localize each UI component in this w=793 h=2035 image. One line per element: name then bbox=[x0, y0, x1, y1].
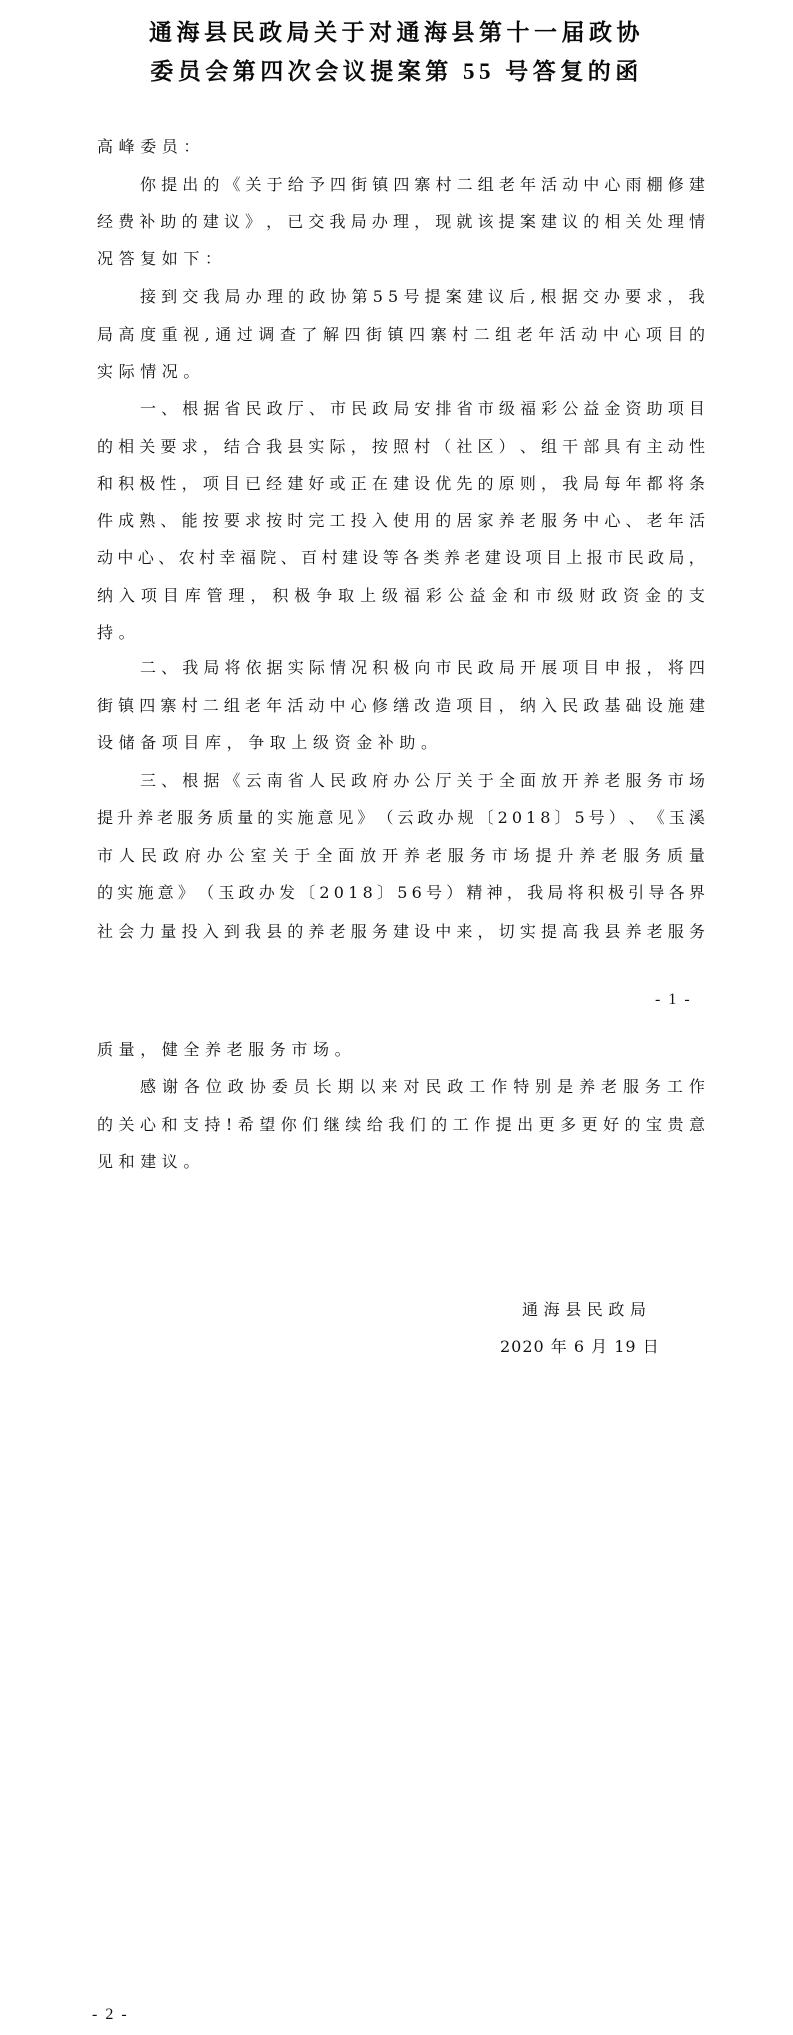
body-line: 的 相 关 要 求 ， 结 合 我 县 实 际 ， 按 照 村 （ 社 区 ） 、 组 干 部 具 有 主 动 性 bbox=[97, 437, 705, 456]
document-title-line-2: 委员会第四次会议提案第 55 号答复的函 bbox=[150, 59, 643, 84]
body-line: 质量，健全养老服务市场。 bbox=[97, 1040, 357, 1059]
body-line: 社 会 力 量 投 入 到 我 县 的 养 老 服 务 建 设 中 来 ， 切 实 提 高 我 县 养 老 服 务 bbox=[97, 922, 705, 941]
signature-date: 2020 年 6 月 19 日 bbox=[500, 1337, 660, 1356]
body-line: 你 提 出 的 《 关 于 给 予 四 街 镇 四 寨 村 二 组 老 年 活 动 中 心 雨 棚 修 建 bbox=[140, 175, 705, 194]
body-line: 况答复如下： bbox=[97, 249, 227, 268]
body-line: 件 成 熟 、 能 按 要 求 按 时 完 工 投 入 使 用 的 居 家 养 老 服 务 中 心 、 老 年 活 bbox=[97, 511, 705, 530]
body-line: 持。 bbox=[97, 623, 141, 642]
body-line: 动 中 心 、 农 村 幸 福 院 、 百 村 建 设 等 各 类 养 老 建 设 项 目 上 报 市 民 政 局 ， bbox=[97, 548, 705, 567]
page-number-1: - 1 - bbox=[655, 991, 692, 1008]
body-line: 见和建议。 bbox=[97, 1152, 206, 1171]
body-line: 设储备项目库，争取上级资金补助。 bbox=[97, 733, 443, 752]
body-line: 市 人 民 政 府 办 公 室 关 于 全 面 放 开 养 老 服 务 市 场 提 升 养 老 服 务 质 量 bbox=[97, 846, 705, 865]
body-line: 实际情况。 bbox=[97, 362, 206, 381]
salutation: 高峰委员： bbox=[97, 137, 206, 156]
body-line: 经 费 补 助 的 建 议 》 ， 已 交 我 局 办 理 ， 现 就 该 提 案 建 议 的 相 关 处 理 情 bbox=[97, 212, 705, 231]
body-line: 的 关 心 和 支 持 ! 希 望 你 们 继 续 给 我 们 的 工 作 提 出 更 多 更 好 的 宝 贵 意 bbox=[97, 1115, 705, 1134]
body-line: 提 升 养 老 服 务 质 量 的 实 施 意 见 》 （ 云 政 办 规 〔 2 0 1 8 〕 5 号 ） 、 《 玉 溪 bbox=[97, 808, 705, 827]
body-line: 和 积 极 性 ， 项 目 已 经 建 好 或 正 在 建 设 优 先 的 原 则 ， 我 局 每 年 都 将 条 bbox=[97, 474, 705, 493]
body-line: 局 高 度 重 视 , 通 过 调 查 了 解 四 街 镇 四 寨 村 二 组 老 年 活 动 中 心 项 目 的 bbox=[97, 325, 705, 344]
body-line: 的 实 施 意 》 （ 玉 政 办 发 〔 2 0 1 8 〕 5 6 号 ） 精 神 ， 我 局 将 积 极 引 导 各 界 bbox=[97, 883, 705, 902]
body-line: 一 、 根 据 省 民 政 厅 、 市 民 政 局 安 排 省 市 级 福 彩 公 益 金 资 助 项 目 bbox=[140, 399, 705, 418]
body-line: 二 、 我 局 将 依 据 实 际 情 况 积 极 向 市 民 政 局 开 展 项 目 申 报 ， 将 四 bbox=[140, 658, 705, 677]
body-line: 三 、 根 据 《 云 南 省 人 民 政 府 办 公 厅 关 于 全 面 放 开 养 老 服 务 市 场 bbox=[140, 771, 705, 790]
body-line: 感 谢 各 位 政 协 委 员 长 期 以 来 对 民 政 工 作 特 别 是 养 老 服 务 工 作 bbox=[140, 1077, 705, 1096]
body-line: 纳 入 项 目 库 管 理 ， 积 极 争 取 上 级 福 彩 公 益 金 和 市 级 财 政 资 金 的 支 bbox=[97, 586, 705, 605]
body-line: 街 镇 四 寨 村 二 组 老 年 活 动 中 心 修 缮 改 造 项 目 ， 纳 入 民 政 基 础 设 施 建 bbox=[97, 696, 705, 715]
page-number-2: - 2 - bbox=[92, 2006, 129, 2023]
body-line: 接 到 交 我 局 办 理 的 政 协 第 5 5 号 提 案 建 议 后 , 根 据 交 办 要 求 ， 我 bbox=[140, 287, 705, 306]
document-title-line-1: 通海县民政局关于对通海县第十一届政协 bbox=[149, 20, 644, 45]
signature-organization: 通海县民政局 bbox=[522, 1300, 652, 1319]
